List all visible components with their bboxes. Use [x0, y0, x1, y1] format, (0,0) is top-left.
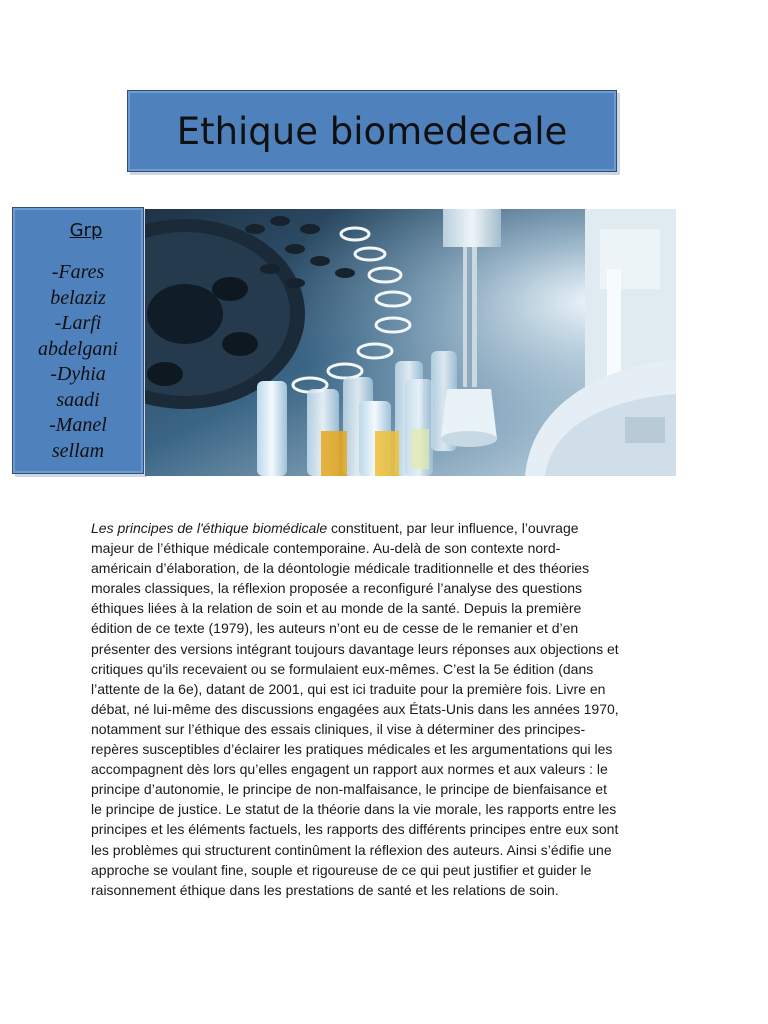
paragraph-line: américain d’élaboration, de la déontologie médicale traditionnelle et des théories [91, 560, 590, 577]
member-line: -Fares [51, 261, 105, 283]
group-box [12, 207, 144, 474]
paragraph-line-first [91, 518, 681, 538]
paragraph-line: principes et les éléments factuels, les rapports des différents principes entre eux sont [91, 821, 619, 838]
paragraph-line: critiques qu'ils recevaient ou se formulaient eux-mêmes. C’est la 5e édition (dans [91, 660, 594, 677]
book-title-italic: Les principes de l'éthique biomédicale [91, 520, 328, 536]
paragraph-line: raisonnement éthique dans les prestations de santé et les relations de soin. [91, 881, 559, 898]
paragraph-line: débat, né lui-même des discussions engagées aux États-Unis dans les années 1970, [91, 700, 619, 717]
paragraph-line: le principe de justice. Le statut de la théorie dans la vie morale, les rapports entre les [91, 801, 617, 818]
paragraph-line: l’attente de la 6e), datant de 2001, qui est ici traduite pour la première fois. Livre en [91, 680, 606, 697]
group-label: Grp [69, 220, 103, 241]
paragraph-line: présenter des versions intégrant toujours davantage leurs réponses aux objections et [91, 640, 619, 657]
paragraph-line: morales classiques, la réflexion proposée a reconfiguré l’analyse des questions [91, 580, 583, 597]
paragraph-line: accompagnent dès lors qu’elles engagent un rapport aux normes et aux valeurs : le [91, 761, 608, 778]
paragraph-line: approche se voulant fine, souple et rigoureuse de ce qui peut justifier et guider le [91, 861, 592, 878]
paragraph-text: constituent, par leur influence, l’ouvrage [327, 520, 579, 536]
member-line: abdelgani [38, 337, 118, 360]
paragraph-line: les problèmes qui structurent continûment la réflexion des auteurs. Ainsi s’édifie une [91, 841, 612, 858]
paragraph-line: notamment sur l’éthique des essais cliniques, il vise à déterminer des principes- [91, 720, 586, 737]
member-line: -Larfi [54, 312, 102, 334]
group-members [13, 260, 143, 464]
laboratory-analyzer-photo [145, 209, 676, 476]
paragraph-line: édition de ce texte (1979), les auteurs n’ont eu de cesse de le remanier et d’en [91, 620, 579, 637]
body-paragraph [91, 518, 681, 900]
member-line: sellam [51, 439, 105, 462]
paragraph-line: repères susceptibles d’éclairer les pratiques médicales et les argumentations qui les [91, 741, 613, 758]
member-line: saadi [56, 388, 100, 411]
paragraph-line: principe d’autonomie, le principe de non-malfaisance, le principe de bienfaisance et [91, 781, 607, 798]
paragraph-line: éthiques liées à la relation de soin et au monde de la santé. Depuis la première [91, 600, 582, 617]
title-box [127, 90, 617, 172]
paragraph-line: majeur de l’éthique médicale contemporaine. Au-delà de son contexte nord- [91, 540, 561, 557]
member-line: -Dyhia [50, 363, 106, 385]
member-line: -Manel [49, 414, 107, 436]
document-title: Ethique biomedecale [176, 109, 568, 153]
member-line: belaziz [50, 286, 106, 309]
